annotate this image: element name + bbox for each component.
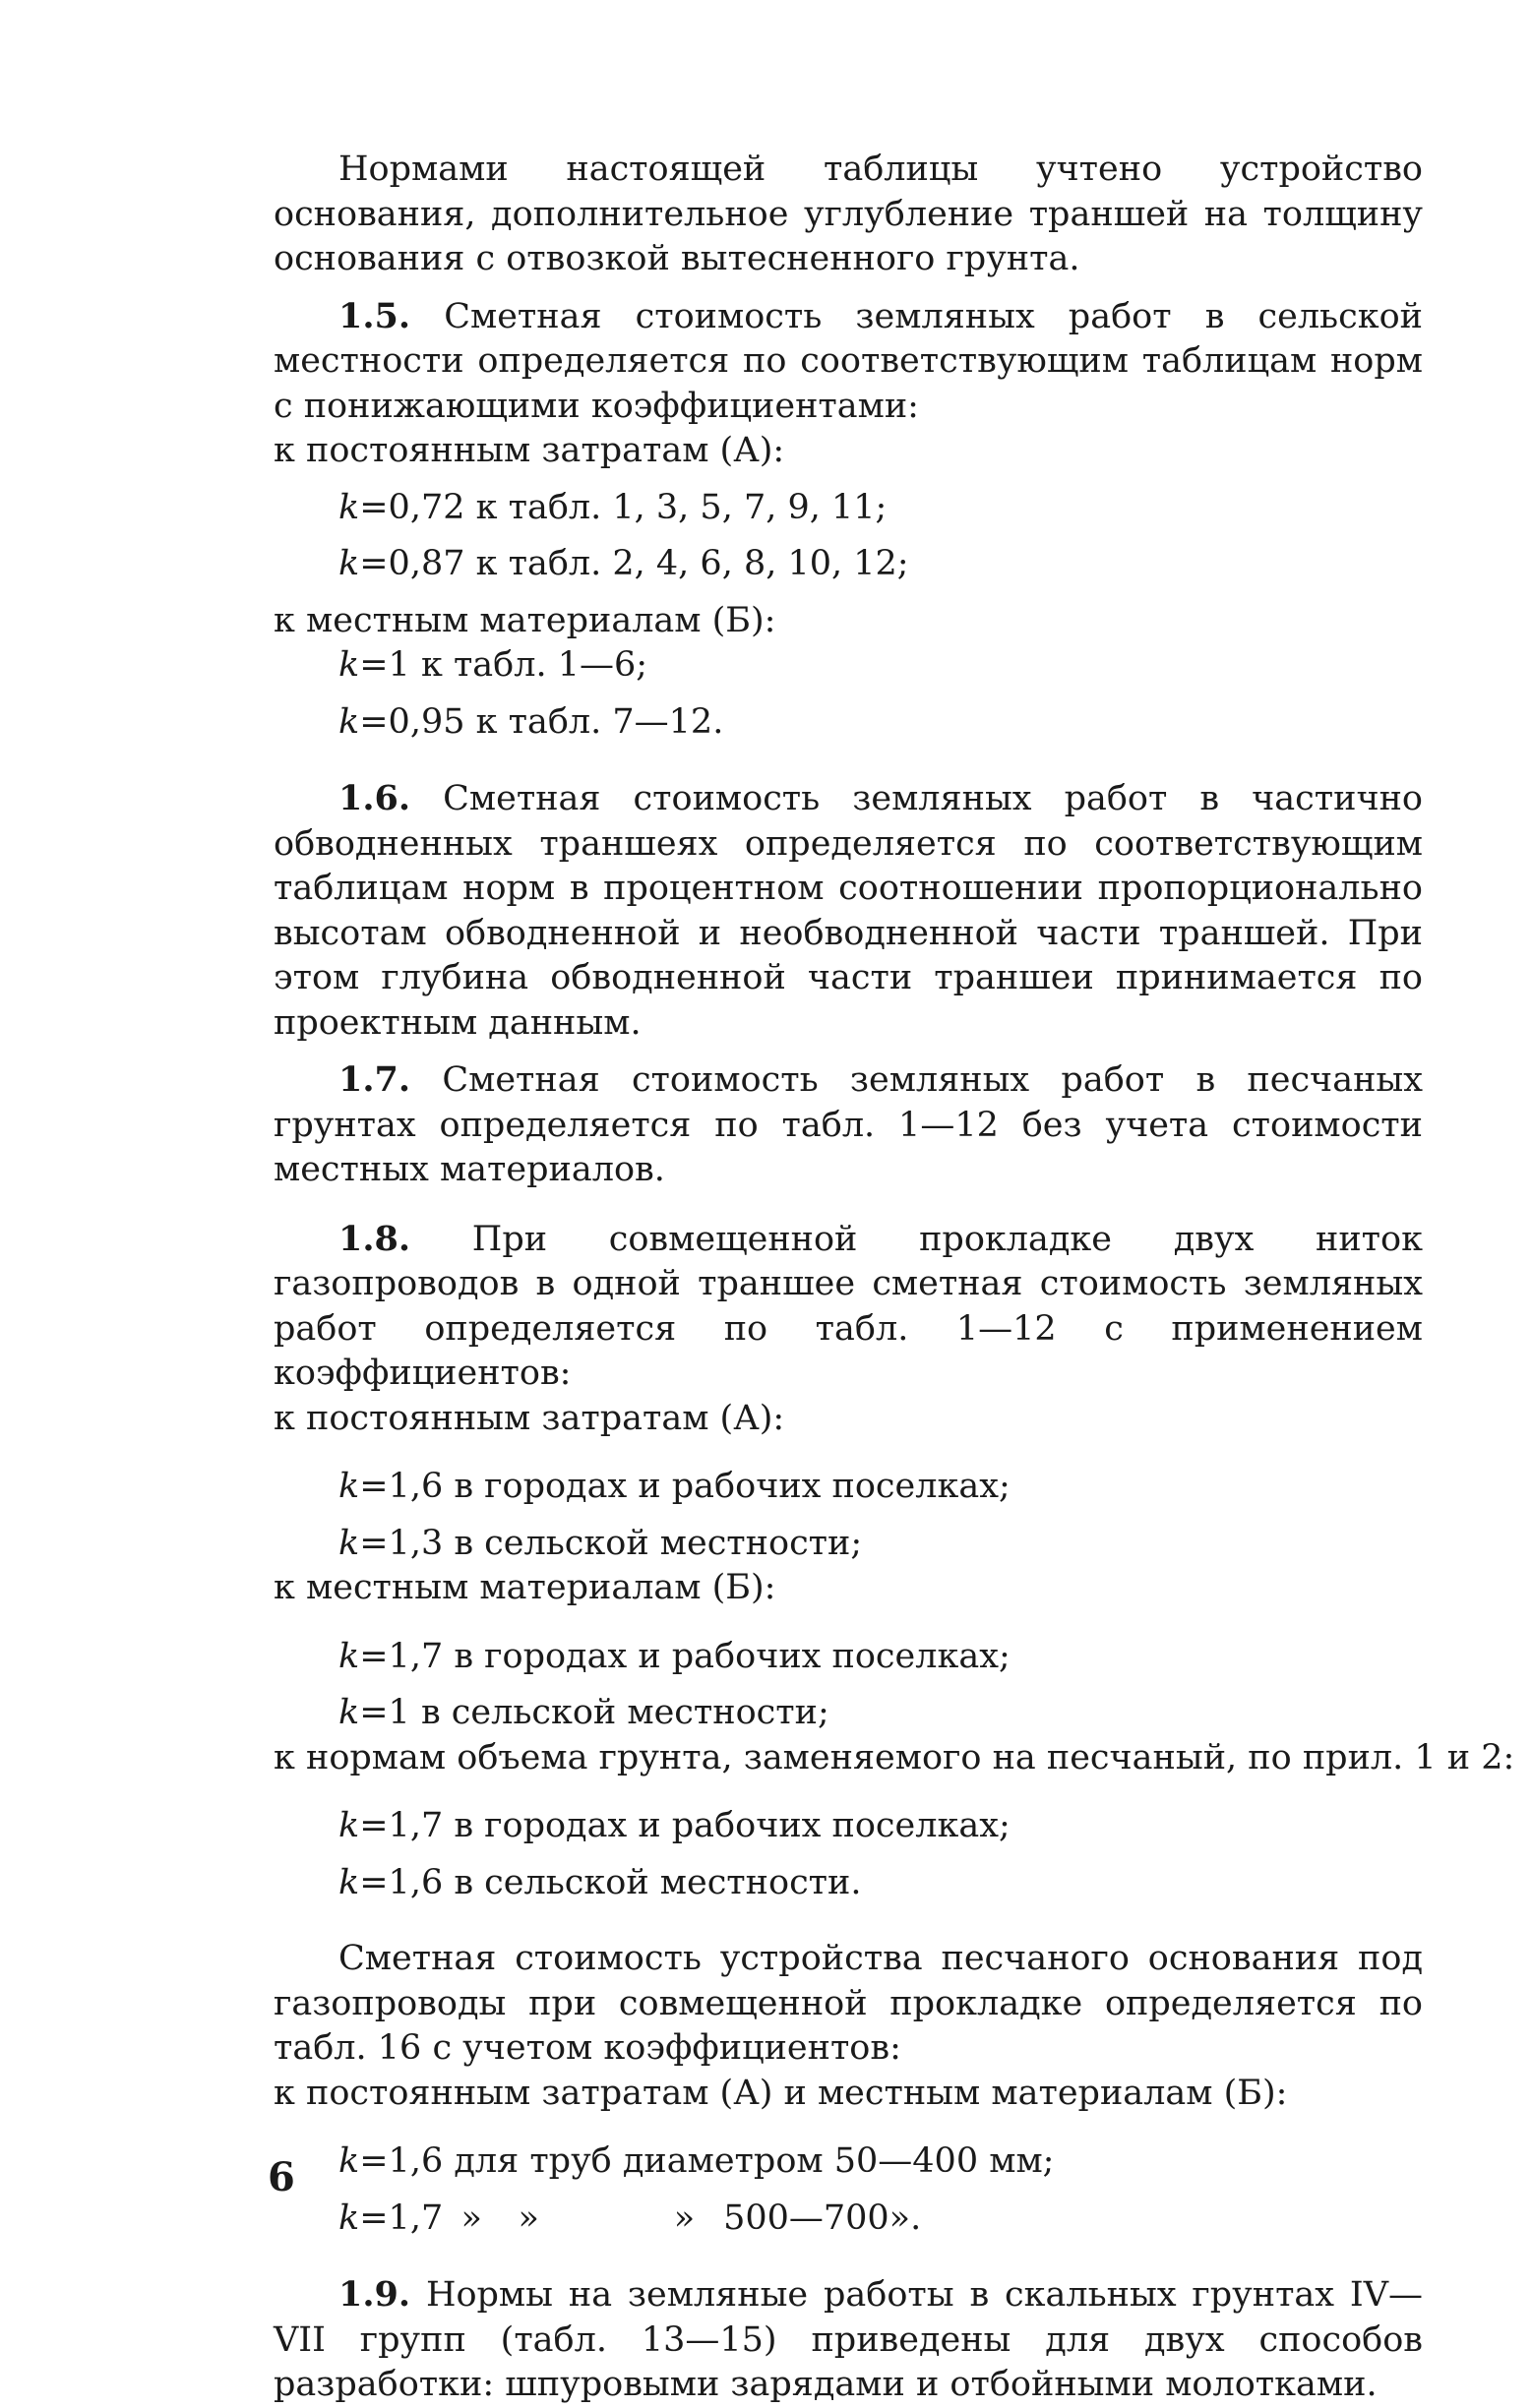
list-label: к местным материалам (Б): [274, 600, 776, 640]
coefficient-line: k=0,87 к табл. 2, 4, 6, 8, 10, 12; [338, 544, 909, 583]
coefficient-line: k=0,72 к табл. 1, 3, 5, 7, 9, 11; [338, 487, 888, 527]
list-label: к постоянным затратам (А) и местным материалам (Б): [274, 2073, 1288, 2113]
ditto-mark: » [518, 2197, 539, 2238]
coefficient-line: k=1 к табл. 1—6; [338, 645, 648, 685]
section-number: 1.6. [338, 778, 411, 818]
section-1-7 [274, 1057, 1423, 1193]
section-number: 1.9. [338, 2274, 411, 2315]
diameter-range: 500—700». [723, 2197, 922, 2238]
list-label: к постоянным затратам (А): [274, 1398, 785, 1438]
section-text: Нормы на земляные работы в скальных грунтах IV—VII групп (табл. 13—15) приведены для двух способов разработки: шпуровыми зарядами и отбойными молотками. [274, 2275, 1423, 2404]
coefficient-line: k=1 в сельской местности; [338, 1693, 829, 1732]
coefficient-line-ditto [274, 2197, 1423, 2242]
section-1-6 [274, 776, 1423, 1046]
paragraph-intro: Нормами настоящей таблицы учтено устройство основания, дополнительное углубление траншей на толщину основания с отвозкой вытесненного грунта. [274, 150, 1423, 278]
coefficient-line: k=0,95 к табл. 7—12. [338, 701, 724, 742]
ditto-mark: » [673, 2197, 696, 2238]
section-text: Сметная стоимость земляных работ в песчаных грунтах определяется по табл. 1—12 без учета стоимости местных материалов. [274, 1060, 1423, 1189]
section-number: 1.5. [338, 295, 411, 336]
section-1-9 [274, 2272, 1423, 2408]
coefficient-line: k=1,7 в городах и рабочих поселках; [338, 1806, 1011, 1845]
paragraph-sand-base: Сметная стоимость устройства песчаного основания под газопроводы при совмещенной прокладке определяется по табл. 16 с учетом коэффициентов: [274, 1939, 1423, 2068]
list-label: к постоянным затратам (А): [274, 431, 785, 470]
section-number: 1.8. [338, 1218, 411, 1259]
section-text: Сметная стоимость земляных работ в сельской местности определяется по соответствующим таблицам норм с понижающими коэффициентами: [274, 296, 1423, 426]
list-label: к местным материалам (Б): [274, 1568, 776, 1607]
coefficient-line: k=1,6 в сельской местности. [338, 1862, 862, 1902]
document-page [274, 148, 1515, 2408]
coefficient-value: k=1,7 [338, 2197, 444, 2238]
section-number: 1.7. [338, 1059, 411, 1100]
section-text: Сметная стоимость земляных работ в частично обводненных траншеях определяется по соответствующим таблицам норм в процентном соотношении пропорционально высотам обводненной и необводненной части траншей. При этом глубина обводненной части траншеи принимается по проектным данным. [274, 779, 1423, 1043]
ditto-mark: » [460, 2197, 482, 2238]
section-1-5 [274, 294, 1423, 430]
section-1-8 [274, 1217, 1423, 1397]
list-label: к нормам объема грунта, заменяемого на песчаный, по прил. 1 и 2: [274, 1737, 1515, 1777]
coefficient-line: k=1,6 для труб диаметром 50—400 мм; [338, 2141, 1055, 2181]
coefficient-line: k=1,3 в сельской местности; [338, 1523, 863, 1563]
page-number: 6 [268, 2154, 295, 2200]
coefficient-line: k=1,6 в городах и рабочих поселках; [338, 1467, 1011, 1506]
section-text: При совмещенной прокладке двух ниток газопроводов в одной траншее сметная стоимость земляных работ определяется по табл. 1—12 с применением коэффициентов: [274, 1219, 1423, 1393]
coefficient-line: k=1,7 в городах и рабочих поселках; [338, 1636, 1011, 1676]
